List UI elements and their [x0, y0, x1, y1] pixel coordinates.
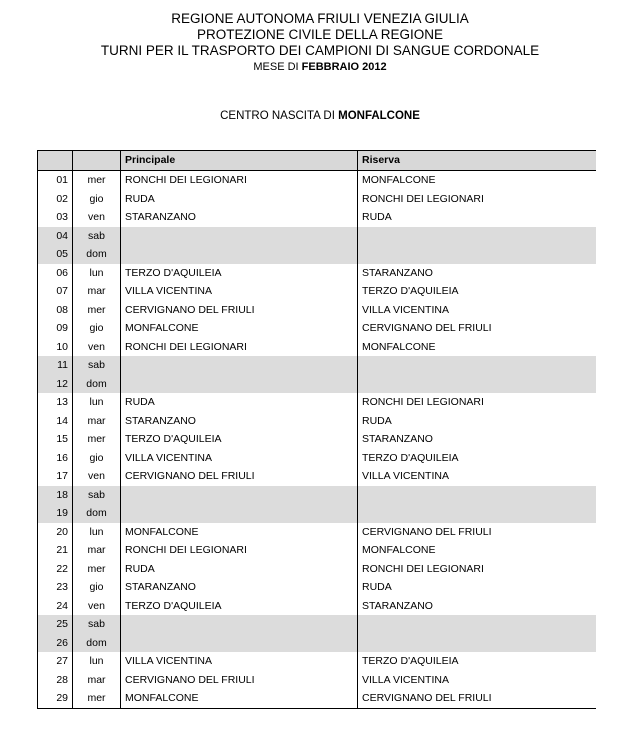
table-row — [38, 227, 596, 246]
table-row — [38, 560, 596, 579]
header-month — [0, 60, 640, 74]
table-row — [38, 634, 596, 653]
cell-principale: CERVIGNANO DEL FRIULI — [121, 671, 358, 690]
cell-principale: STARANZANO — [121, 578, 358, 597]
center-name: MONFALCONE — [338, 110, 420, 122]
cell-principale: TERZO D'AQUILEIA — [121, 597, 358, 616]
cell-day: ven — [73, 467, 121, 486]
cell-date: 06 — [38, 264, 73, 283]
cell-riserva: STARANZANO — [358, 597, 596, 616]
cell-date: 18 — [38, 486, 73, 505]
table-body — [38, 171, 596, 709]
cell-riserva: RONCHI DEI LEGIONARI — [358, 393, 596, 412]
month-value: FEBBRAIO 2012 — [301, 61, 387, 73]
header-riserva: Riserva — [358, 151, 596, 171]
cell-riserva — [358, 356, 596, 375]
cell-principale: VILLA VICENTINA — [121, 652, 358, 671]
cell-day: mer — [73, 430, 121, 449]
cell-day: lun — [73, 264, 121, 283]
center-prefix: CENTRO NASCITA DI — [220, 110, 339, 122]
cell-date: 02 — [38, 190, 73, 209]
cell-date: 17 — [38, 467, 73, 486]
cell-date: 10 — [38, 338, 73, 357]
cell-principale: TERZO D'AQUILEIA — [121, 264, 358, 283]
cell-principale: TERZO D'AQUILEIA — [121, 430, 358, 449]
cell-day: sab — [73, 356, 121, 375]
table-row — [38, 523, 596, 542]
cell-principale — [121, 356, 358, 375]
cell-date: 29 — [38, 689, 73, 708]
header-principale: Principale — [121, 151, 358, 171]
cell-day: ven — [73, 338, 121, 357]
month-prefix: MESE DI — [253, 61, 302, 73]
cell-riserva: STARANZANO — [358, 264, 596, 283]
table-row — [38, 245, 596, 264]
cell-date: 14 — [38, 412, 73, 431]
table-row — [38, 282, 596, 301]
cell-day: mar — [73, 412, 121, 431]
cell-day: mer — [73, 689, 121, 708]
cell-principale — [121, 486, 358, 505]
cell-riserva — [358, 504, 596, 523]
cell-riserva: TERZO D'AQUILEIA — [358, 282, 596, 301]
cell-date: 16 — [38, 449, 73, 468]
cell-date: 07 — [38, 282, 73, 301]
table-row — [38, 541, 596, 560]
cell-riserva — [358, 245, 596, 264]
cell-date: 12 — [38, 375, 73, 394]
table-row — [38, 171, 596, 190]
cell-riserva: TERZO D'AQUILEIA — [358, 449, 596, 468]
cell-riserva: MONFALCONE — [358, 541, 596, 560]
table-row — [38, 430, 596, 449]
cell-principale — [121, 504, 358, 523]
cell-date: 01 — [38, 171, 73, 190]
cell-date: 04 — [38, 227, 73, 246]
cell-riserva — [358, 227, 596, 246]
cell-day: sab — [73, 227, 121, 246]
header-date — [38, 151, 73, 171]
header-department: PROTEZIONE CIVILE DELLA REGIONE — [196, 27, 444, 42]
cell-date: 11 — [38, 356, 73, 375]
shift-table — [37, 150, 596, 709]
table-row — [38, 689, 596, 708]
table-row — [38, 393, 596, 412]
cell-date: 28 — [38, 671, 73, 690]
cell-day: mar — [73, 282, 121, 301]
cell-principale: CERVIGNANO DEL FRIULI — [121, 467, 358, 486]
cell-principale: RUDA — [121, 560, 358, 579]
cell-principale: RONCHI DEI LEGIONARI — [121, 338, 358, 357]
table-row — [38, 504, 596, 523]
table-row — [38, 671, 596, 690]
cell-day: mer — [73, 301, 121, 320]
cell-principale: RUDA — [121, 190, 358, 209]
cell-day: mar — [73, 671, 121, 690]
cell-principale: STARANZANO — [121, 412, 358, 431]
cell-day: dom — [73, 375, 121, 394]
table-header-row — [38, 151, 596, 171]
table-row — [38, 486, 596, 505]
cell-day: ven — [73, 597, 121, 616]
cell-day: lun — [73, 523, 121, 542]
cell-riserva — [358, 486, 596, 505]
cell-principale: CERVIGNANO DEL FRIULI — [121, 301, 358, 320]
cell-riserva — [358, 634, 596, 653]
cell-principale: MONFALCONE — [121, 523, 358, 542]
cell-riserva: MONFALCONE — [358, 171, 596, 190]
cell-day: dom — [73, 634, 121, 653]
table-row — [38, 375, 596, 394]
cell-riserva: RUDA — [358, 208, 596, 227]
table-row — [38, 597, 596, 616]
cell-date: 05 — [38, 245, 73, 264]
cell-principale — [121, 245, 358, 264]
cell-date: 08 — [38, 301, 73, 320]
cell-riserva: RUDA — [358, 578, 596, 597]
cell-principale: RONCHI DEI LEGIONARI — [121, 541, 358, 560]
table-row — [38, 578, 596, 597]
cell-date: 23 — [38, 578, 73, 597]
table-row — [38, 356, 596, 375]
cell-principale — [121, 615, 358, 634]
cell-riserva: RUDA — [358, 412, 596, 431]
cell-date: 20 — [38, 523, 73, 542]
cell-principale — [121, 375, 358, 394]
cell-date: 27 — [38, 652, 73, 671]
cell-date: 25 — [38, 615, 73, 634]
cell-riserva: RONCHI DEI LEGIONARI — [358, 560, 596, 579]
cell-day: mar — [73, 541, 121, 560]
cell-principale: RUDA — [121, 393, 358, 412]
cell-riserva: VILLA VICENTINA — [358, 671, 596, 690]
cell-principale — [121, 634, 358, 653]
cell-principale: STARANZANO — [121, 208, 358, 227]
cell-riserva: VILLA VICENTINA — [358, 467, 596, 486]
table-row — [38, 338, 596, 357]
cell-principale: VILLA VICENTINA — [121, 449, 358, 468]
center-title — [0, 109, 640, 123]
table-row — [38, 467, 596, 486]
cell-principale: RONCHI DEI LEGIONARI — [121, 171, 358, 190]
table-row — [38, 301, 596, 320]
cell-day: gio — [73, 190, 121, 209]
cell-date: 15 — [38, 430, 73, 449]
cell-day: lun — [73, 393, 121, 412]
cell-riserva: CERVIGNANO DEL FRIULI — [358, 523, 596, 542]
header-day — [73, 151, 121, 171]
cell-riserva: STARANZANO — [358, 430, 596, 449]
cell-riserva: MONFALCONE — [358, 338, 596, 357]
table-row — [38, 319, 596, 338]
cell-date: 21 — [38, 541, 73, 560]
cell-principale — [121, 227, 358, 246]
cell-riserva: CERVIGNANO DEL FRIULI — [358, 319, 596, 338]
cell-riserva: CERVIGNANO DEL FRIULI — [358, 689, 596, 708]
cell-day: gio — [73, 319, 121, 338]
cell-riserva: RONCHI DEI LEGIONARI — [358, 190, 596, 209]
cell-day: sab — [73, 615, 121, 634]
cell-riserva: TERZO D'AQUILEIA — [358, 652, 596, 671]
table-row — [38, 208, 596, 227]
table-row — [38, 412, 596, 431]
cell-date: 22 — [38, 560, 73, 579]
cell-day: gio — [73, 578, 121, 597]
table-row — [38, 449, 596, 468]
cell-principale: MONFALCONE — [121, 689, 358, 708]
cell-riserva: VILLA VICENTINA — [358, 301, 596, 320]
cell-riserva — [358, 615, 596, 634]
header-title: TURNI PER IL TRASPORTO DEI CAMPIONI DI SANGUE CORDONALE — [100, 43, 540, 58]
cell-date: 24 — [38, 597, 73, 616]
table-row — [38, 264, 596, 283]
cell-riserva — [358, 375, 596, 394]
cell-day: gio — [73, 449, 121, 468]
table-row — [38, 615, 596, 634]
cell-day: mer — [73, 560, 121, 579]
table-row — [38, 190, 596, 209]
cell-day: ven — [73, 208, 121, 227]
cell-day: dom — [73, 504, 121, 523]
cell-date: 03 — [38, 208, 73, 227]
cell-day: lun — [73, 652, 121, 671]
cell-date: 13 — [38, 393, 73, 412]
cell-day: mer — [73, 171, 121, 190]
cell-date: 19 — [38, 504, 73, 523]
table-row — [38, 652, 596, 671]
cell-date: 09 — [38, 319, 73, 338]
cell-day: dom — [73, 245, 121, 264]
cell-principale: VILLA VICENTINA — [121, 282, 358, 301]
cell-date: 26 — [38, 634, 73, 653]
header-region: REGIONE AUTONOMA FRIULI VENEZIA GIULIA — [171, 11, 469, 26]
cell-day: sab — [73, 486, 121, 505]
cell-principale: MONFALCONE — [121, 319, 358, 338]
